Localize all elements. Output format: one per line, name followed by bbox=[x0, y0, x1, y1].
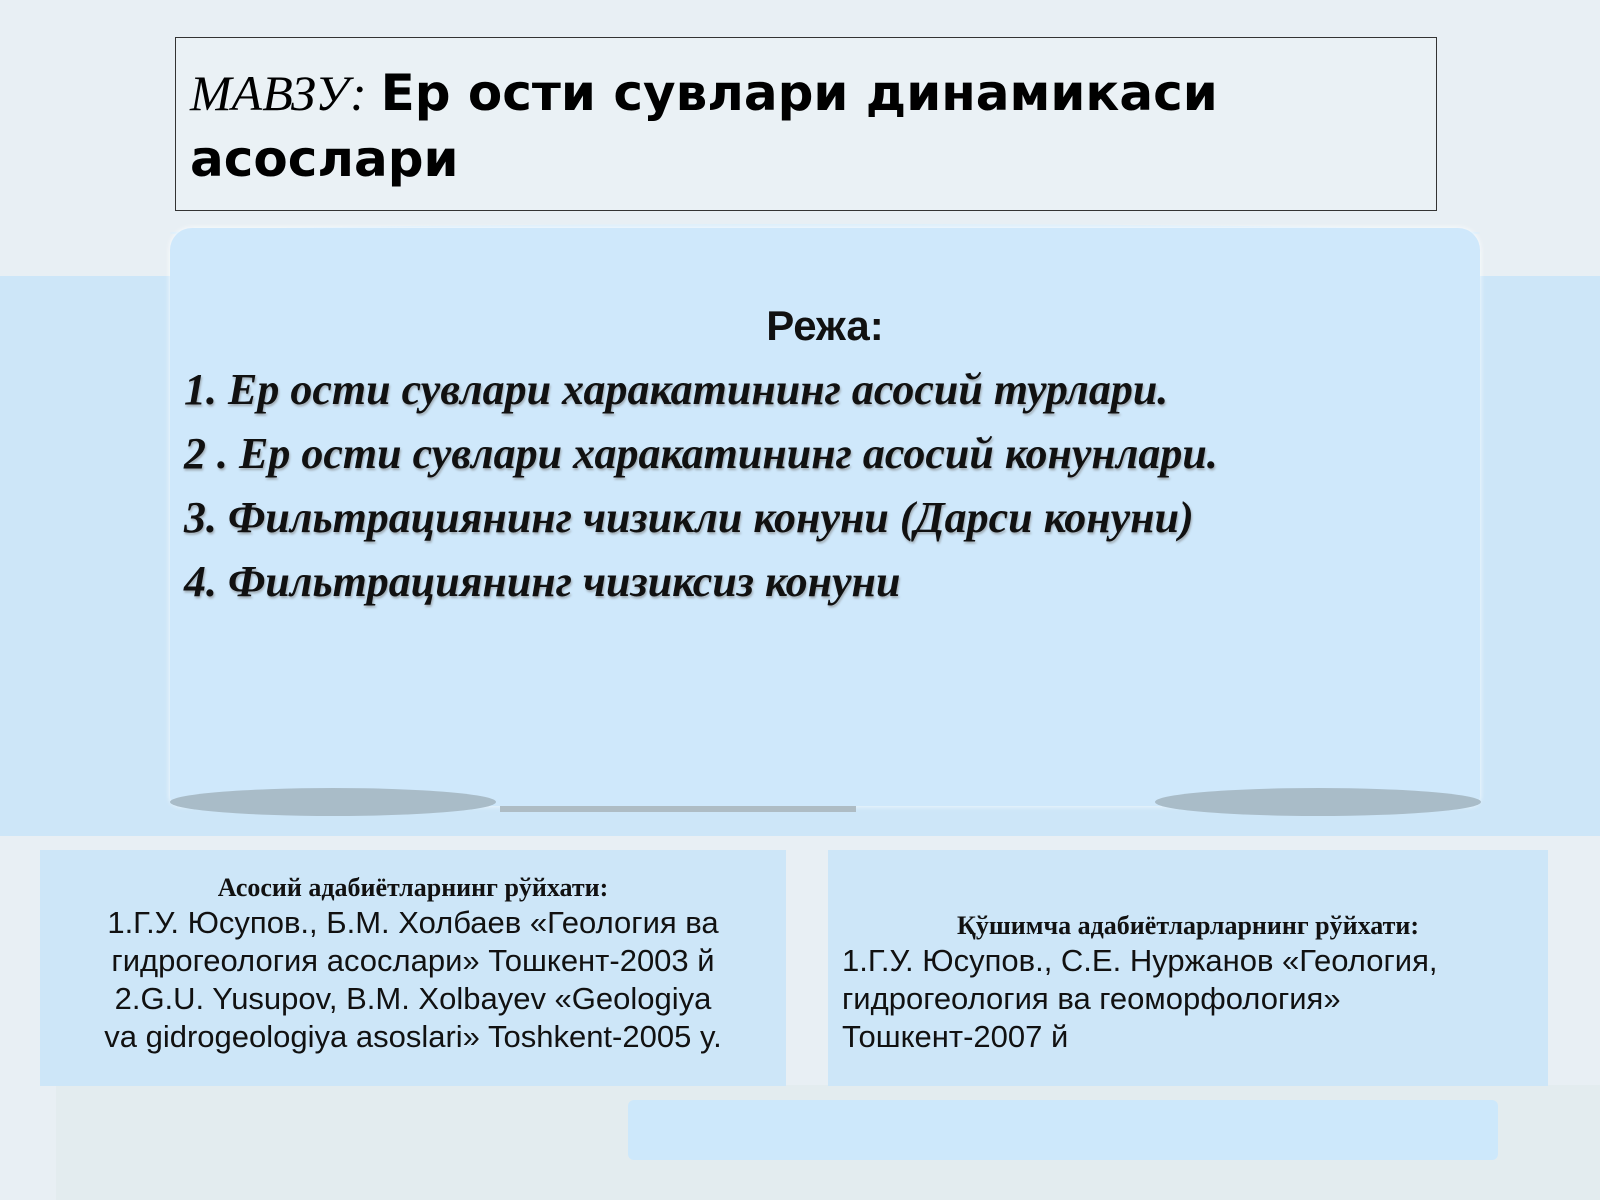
main-reference-line: 1.Г.У. Юсупов., Б.М. Холбаев «Геология ва bbox=[107, 905, 719, 940]
extra-reference-line: гидрогеология ва геоморфология» bbox=[842, 981, 1341, 1016]
plan-item-3: 3. Фильтрациянинг чизикли конуни (Дарси конуни) bbox=[184, 493, 1194, 542]
main-reference-line: 2.G.U. Yusupov, B.M. Xolbayev «Geologiya bbox=[114, 981, 712, 1016]
plan-heading: Режа: bbox=[766, 302, 884, 349]
page-title bbox=[190, 60, 1422, 192]
plan-item-4: 4. Фильтрациянинг чизиксиз конуни bbox=[184, 557, 901, 606]
title-box bbox=[175, 37, 1437, 211]
scroll-curl-right bbox=[1155, 788, 1481, 816]
title-text-line1: Ер ости сувлари динамикаси bbox=[380, 64, 1218, 122]
scroll-bottom-line bbox=[500, 806, 856, 812]
bottom-decorative-bar bbox=[628, 1100, 1498, 1160]
main-references-heading: Асосий адабиётларнинг рўйхати: bbox=[217, 873, 609, 902]
main-references-box bbox=[40, 850, 786, 1086]
scroll-curl-left bbox=[170, 788, 496, 816]
extra-references-heading: Қўшимча адабиётларларнинг рўйхати: bbox=[957, 911, 1419, 940]
plan-item-1: 1. Ер ости сувлари харакатининг асосий турлари. bbox=[184, 365, 1169, 414]
main-reference-line: va gidrogeologiya asoslari» Toshkent-2005 y. bbox=[104, 1019, 722, 1054]
extra-reference-line: 1.Г.У. Юсупов., С.Е. Нуржанов «Геология, bbox=[842, 943, 1438, 978]
extra-reference-line: Тошкент-2007 й bbox=[842, 1019, 1069, 1054]
plan-list bbox=[184, 358, 1474, 614]
title-text-line2: асослари bbox=[190, 130, 459, 188]
main-reference-line: гидрогеология асослари» Тошкент-2003 й bbox=[111, 943, 715, 978]
title-label: МАВЗУ: bbox=[190, 65, 367, 121]
extra-references-box bbox=[828, 850, 1548, 1086]
plan-item-2: 2 . Ер ости сувлари харакатининг асосий конунлари. bbox=[184, 429, 1218, 478]
